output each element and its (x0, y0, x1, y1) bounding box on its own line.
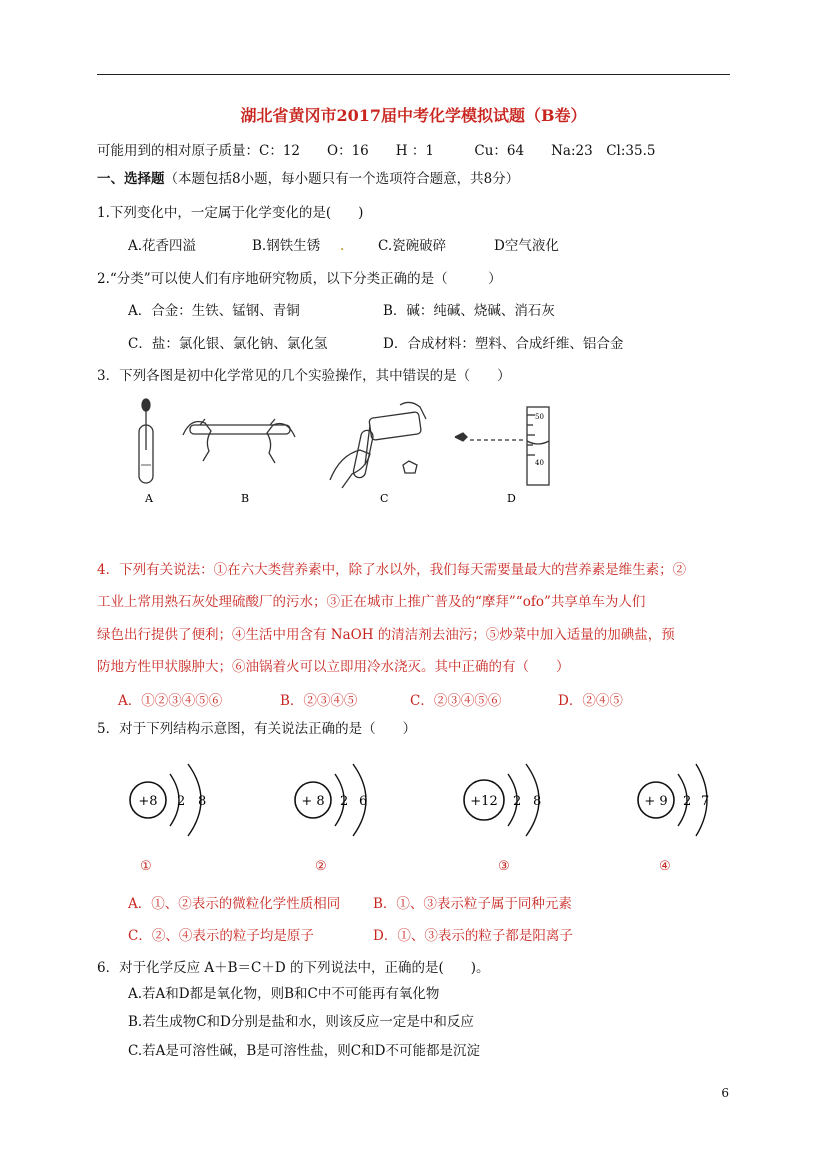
q1-option-b: B.钢铁生锈 (252, 238, 321, 254)
atom-3-nucleus: +12 (470, 794, 498, 809)
figure-label-c: C (380, 492, 389, 505)
figure-a-dropper (139, 399, 153, 483)
figure-label-b: B (241, 492, 250, 505)
figure-label-d: D (507, 492, 516, 505)
page-title: 湖北省黄冈市2017届中考化学模拟试题（B卷） (240, 106, 587, 125)
q6-option-b: B.若生成物C和D分别是盐和水，则该反应一定是中和反应 (128, 1014, 474, 1030)
atom-1-shell-2: 8 (198, 794, 207, 809)
q2-option-b: B．碱：纯碱、烧碱、消石灰 (383, 303, 555, 319)
atom-4-shell-1: 2 (683, 794, 692, 809)
atom-1-label: ① (140, 859, 152, 874)
q5-option-a: A．①、②表示的微粒化学性质相同 (128, 896, 341, 912)
q3-stem: 3．下列各图是初中化学常见的几个实验操作，其中错误的是（ ） (97, 368, 511, 384)
q4-option-c: C．②③④⑤⑥ (410, 693, 502, 709)
q5-option-d: D．①、③表示的粒子都是阳离子 (373, 928, 573, 944)
q6-option-c: C.若A是可溶性碱，B是可溶性盐，则C和D不可能都是沉淀 (128, 1043, 480, 1059)
q4-line-2: 工业上常用熟石灰处理硫酸厂的污水；③正在城市上推广普及的“摩拜”“ofo”共享单车为人们 (97, 594, 646, 610)
q1-option-c: C.瓷碗破碎 (378, 238, 447, 254)
atom-4-nucleus: + 9 (644, 794, 668, 809)
page-number: 6 (721, 1086, 729, 1100)
q1-dot: . (340, 238, 345, 254)
atom-diagram-1 (130, 764, 206, 874)
q1-option-d: D空气液化 (494, 238, 559, 254)
atom-structure-diagrams (118, 760, 718, 880)
q5-stem: 5．对于下列结构示意图，有关说法正确的是（ ） (97, 721, 417, 737)
atom-3-shell-2: 8 (533, 794, 542, 809)
cylinder-mark-40: 40 (535, 459, 544, 467)
atom-diagram-2 (295, 764, 367, 874)
figure-c-pouring (330, 402, 426, 488)
atom-3-shell-1: 2 (513, 794, 522, 809)
cylinder-mark-50: 50 (535, 413, 544, 421)
lab-operations-figure (125, 395, 585, 510)
q2-option-d: D．合成材料：塑料、合成纤维、铝合金 (383, 336, 624, 352)
q4-line-4: 防地方性甲状腺肿大；⑥油锅着火可以立即用冷水浇灭。其中正确的有（ ） (97, 659, 570, 675)
q6-option-a: A.若A和D都是氧化物，则B和C中不可能再有氧化物 (128, 986, 440, 1002)
header-rule (97, 74, 730, 75)
atom-2-shell-2: 6 (359, 794, 368, 809)
q6-stem: 6．对于化学反应 A＋B＝C＋D 的下列说法中，正确的是( )。 (97, 960, 490, 976)
atom-1-shell-1: 2 (177, 794, 186, 809)
figure-label-a: A (145, 492, 153, 505)
atom-4-shell-2: 7 (701, 794, 710, 809)
q2-option-a: A．合金：生铁、锰钢、青铜 (128, 303, 300, 319)
q5-option-b: B．①、③表示粒子属于同种元素 (373, 896, 572, 912)
q1-stem: 1.下列变化中，一定属于化学变化的是( ) (97, 205, 364, 221)
atom-diagram-3 (464, 764, 541, 874)
q5-option-c: C．②、④表示的粒子均是原子 (128, 928, 314, 944)
q2-option-c: C．盐：氯化银、氯化钠、氯化氢 (128, 336, 328, 352)
q4-option-a: A．①②③④⑤⑥ (118, 693, 223, 709)
atomic-masses: 可能用到的相对原子质量：C：12 O：16 H ：1 Cu：64 Na:23 Cl:35.5 (97, 143, 656, 159)
section1-note: （本题包括8小题，每小题只有一个选项符合题意，共8分） (164, 171, 520, 187)
section1-label: 一、选择题 (97, 171, 165, 187)
atom-4-label: ④ (659, 859, 671, 874)
atom-2-nucleus: + 8 (301, 794, 325, 809)
atom-2-shell-1: 2 (340, 794, 349, 809)
figure-b-hands-tube (183, 419, 295, 463)
atom-3-label: ③ (498, 859, 510, 874)
section1-heading (97, 167, 519, 187)
q1-option-a: A.花香四溢 (128, 238, 197, 254)
q4-option-d: D．②④⑤ (558, 693, 623, 709)
atom-2-label: ② (315, 859, 327, 874)
atom-1-nucleus: +8 (138, 794, 158, 809)
q4-option-b: B．②③④⑤ (280, 693, 358, 709)
q2-stem: 2.“分类”可以使人们有序地研究物质，以下分类正确的是（ ） (97, 271, 502, 287)
q4-line-3: 绿色出行提供了便利；④生活中用含有 NaOH 的清洁剂去油污；⑤炒菜中加入适量的加碘盐，预 (97, 627, 675, 643)
atom-diagram-4 (638, 764, 709, 874)
q4-line-1: 4．下列有关说法：①在六大类营养素中，除了水以外，我们每天需要量最大的营养素是维生素；② (97, 562, 687, 578)
